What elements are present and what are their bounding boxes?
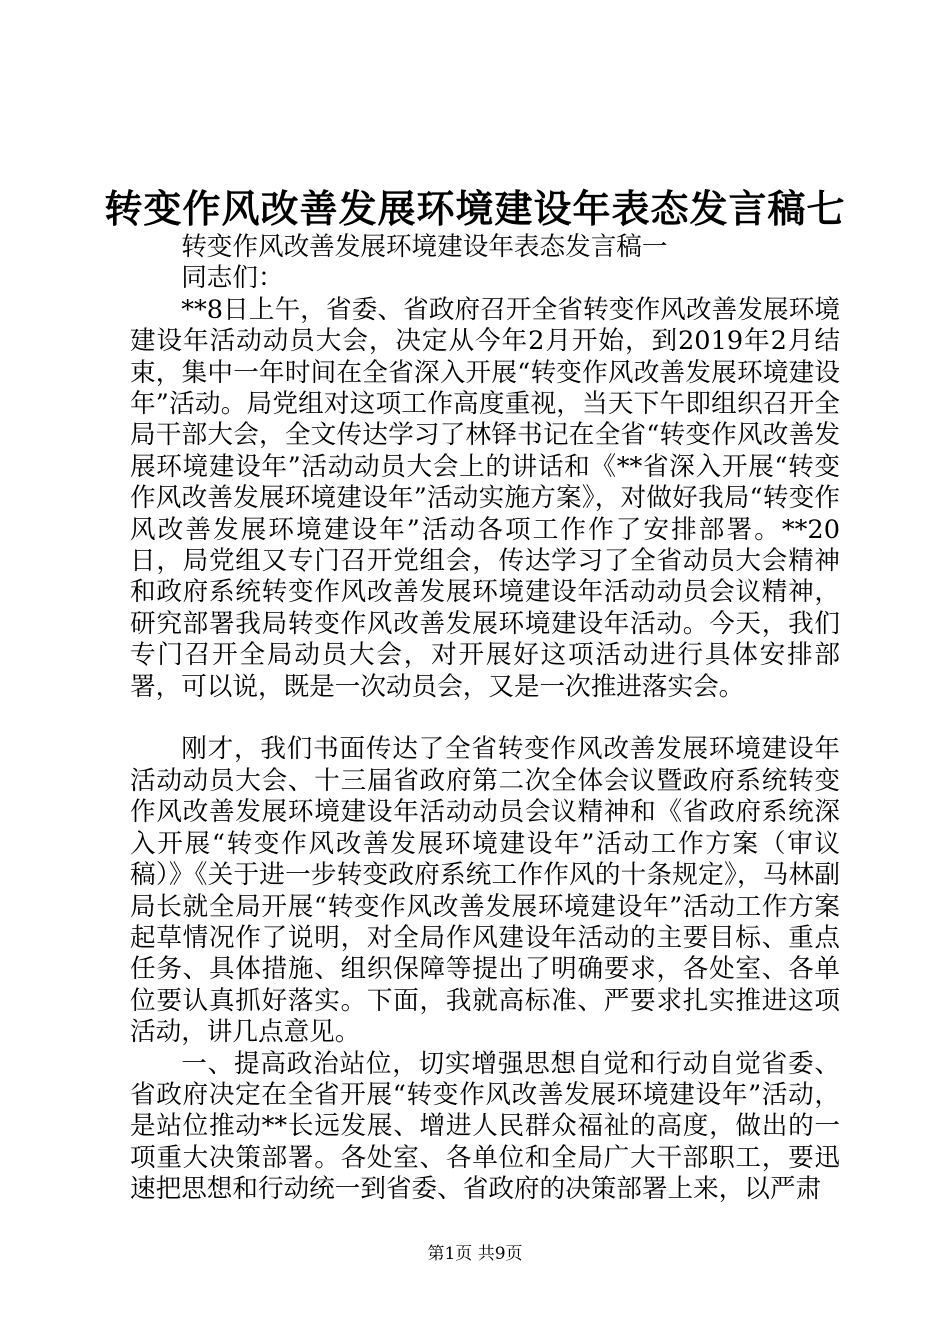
- body-paragraph-1: **8日上午，省委、省政府召开全省转变作风改善发展环境建设年活动动员大会，决定从今年2月开始，到2019年2月结束，集中一年时间在全省深入开展“转变作风改善发展环境建设年”活动。局党组对这项工作高度重视，当天下午即组织召开全局干部大会，全文传达学习了林铎书记在全省“转变作风改善发展环境建设年”活动动员大会上的讲话和《**省深入开展“转变作风改善发展环境建设年”活动实施方案》，对做好我局“转变作风改善发展环境建设年”活动各项工作作了安排部署。**20日，局党组又专门召开党组会，传达学习了全省动员大会精神和政府系统转变作风改善发展环境建设年活动动员会议精神，研究部署我局转变作风改善发展环境建设年活动。今天，我们专门召开全局动员大会，对开展好这项活动进行具体安排部署，可以说，既是一次动员会，又是一次推进落实会。: [130, 294, 840, 702]
- document-title: 转变作风改善发展环境建设年表态发言稿七: [104, 186, 846, 231]
- subtitle-paragraph: 转变作风改善发展环境建设年表态发言稿一: [181, 232, 668, 262]
- page-footer: 第1页 共9页: [427, 1244, 523, 1264]
- body-paragraph-2: 刚才，我们书面传达了全省转变作风改善发展环境建设年活动动员大会、十三届省政府第二次全体会议暨政府系统转变作风改善发展环境建设年活动动员会议精神和《省政府系统深入开展“转变作风改善发展环境建设年”活动工作方案（审议稿）》《关于进一步转变政府系统工作作风的十条规定》，马林副局长就全局开展“转变作风改善发展环境建设年”活动工作方案起草情况作了说明，对全局作风建设年活动的主要目标、重点任务、具体措施、组织保障等提出了明确要求，各处室、各单位要认真抓好落实。下面，我就高标准、严要求扎实推进这项活动，讲几点意见。: [130, 734, 840, 1048]
- salutation-paragraph: 同志们：: [181, 263, 284, 294]
- document-body: [130, 232, 840, 1206]
- body-paragraph-3: 一、提高政治站位，切实增强思想自觉和行动自觉省委、省政府决定在全省开展“转变作风改善发展环境建设年”活动，是站位推动**长远发展、增进人民群众福祉的高度，做出的一项重大决策部署。各处室、各单位和全局广大干部职工，要迅速把思想和行动统一到省委、省政府的决策部署上来，以严肃: [130, 1048, 840, 1205]
